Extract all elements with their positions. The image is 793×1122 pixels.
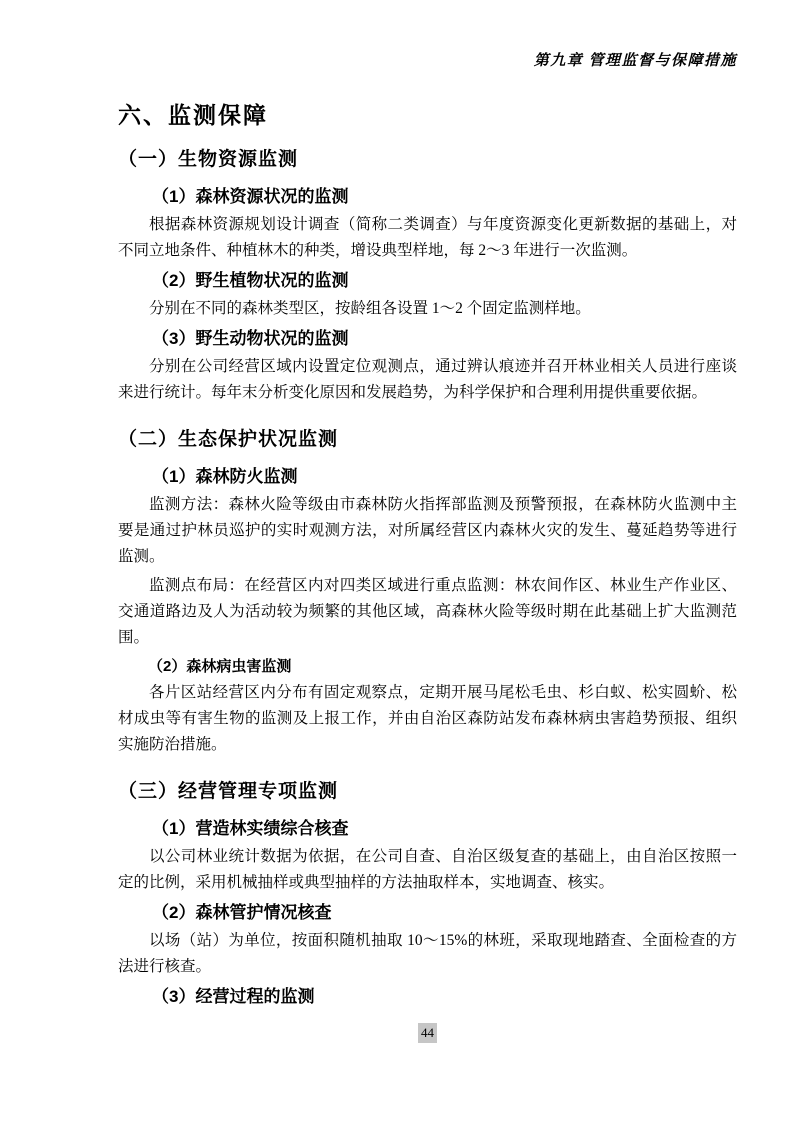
body-paragraph: 根据森林资源规划设计调查（简称二类调查）与年度资源变化更新数据的基础上，对不同立地条件、种植林木的种类，增设典型样地，每 2～3 年进行一次监测。 bbox=[118, 216, 737, 259]
body-paragraph: 分别在公司经营区域内设置定位观测点，通过辨认痕迹并召开林业相关人员进行座谈来进行统计。每年末分析变化原因和发展趋势，为科学保护和合理利用提供重要依据。 bbox=[118, 358, 737, 401]
document-title: 六、监测保障 bbox=[118, 102, 268, 128]
subsection-heading-forest-protection-check: （2）森林管护情况核查 bbox=[152, 903, 332, 922]
running-header-chapter: 第九章 管理监督与保障措施 bbox=[533, 53, 737, 69]
body-paragraph: 以公司林业统计数据为依据，在公司自查、自治区级复查的基础上，由自治区按照一定的比例，采用机械抽样或典型抽样的方法抽取样本，实地调查、核实。 bbox=[118, 848, 737, 891]
body-paragraph: 以场（站）为单位，按面积随机抽取 10～15%的林班，采取现地踏查、全面检查的方法进行核查。 bbox=[118, 932, 737, 975]
page-footer bbox=[118, 1023, 737, 1043]
body-paragraph: 分别在不同的森林类型区，按龄组各设置 1～2 个固定监测样地。 bbox=[149, 300, 591, 317]
subsection-heading-fire-monitoring: （1）森林防火监测 bbox=[152, 467, 298, 486]
body-paragraph: 监测点布局：在经营区内对四类区域进行重点监测：林农间作区、林业生产作业区、交通道路边及人为活动较为频繁的其他区域，高森林火险等级时期在此基础上扩大监测范围。 bbox=[118, 577, 737, 646]
section-heading-management-monitoring: （三）经营管理专项监测 bbox=[118, 781, 339, 802]
subsection-heading-wild-plants: （2）野生植物状况的监测 bbox=[152, 271, 349, 290]
section-heading-biological-resources: （一）生物资源监测 bbox=[118, 149, 299, 170]
subsection-heading-forest-resources: （1）森林资源状况的监测 bbox=[152, 187, 349, 206]
subsection-heading-pest-monitoring: （2）森林病虫害监测 bbox=[148, 658, 292, 675]
page-number: 44 bbox=[418, 1023, 437, 1043]
subsection-heading-management-process: （3）经营过程的监测 bbox=[152, 987, 315, 1006]
body-paragraph: 监测方法：森林火险等级由市森林防火指挥部监测及预警预报，在森林防火监测中主要是通过护林员巡护的实时观测方法，对所属经营区内森林火灾的发生、蔓延趋势等进行监测。 bbox=[118, 496, 737, 565]
body-paragraph: 各片区站经营区内分布有固定观察点，定期开展马尾松毛虫、杉白蚁、松实圆蚧、松材成虫等有害生物的监测及上报工作，并由自治区森防站发布森林病虫害趋势预报、组织实施防治措施。 bbox=[118, 684, 737, 753]
section-heading-ecological-protection: （二）生态保护状况监测 bbox=[118, 429, 339, 450]
subsection-heading-wild-animals: （3）野生动物状况的监测 bbox=[152, 329, 349, 348]
subsection-heading-afforestation-check: （1）营造林实绩综合核查 bbox=[152, 819, 349, 838]
